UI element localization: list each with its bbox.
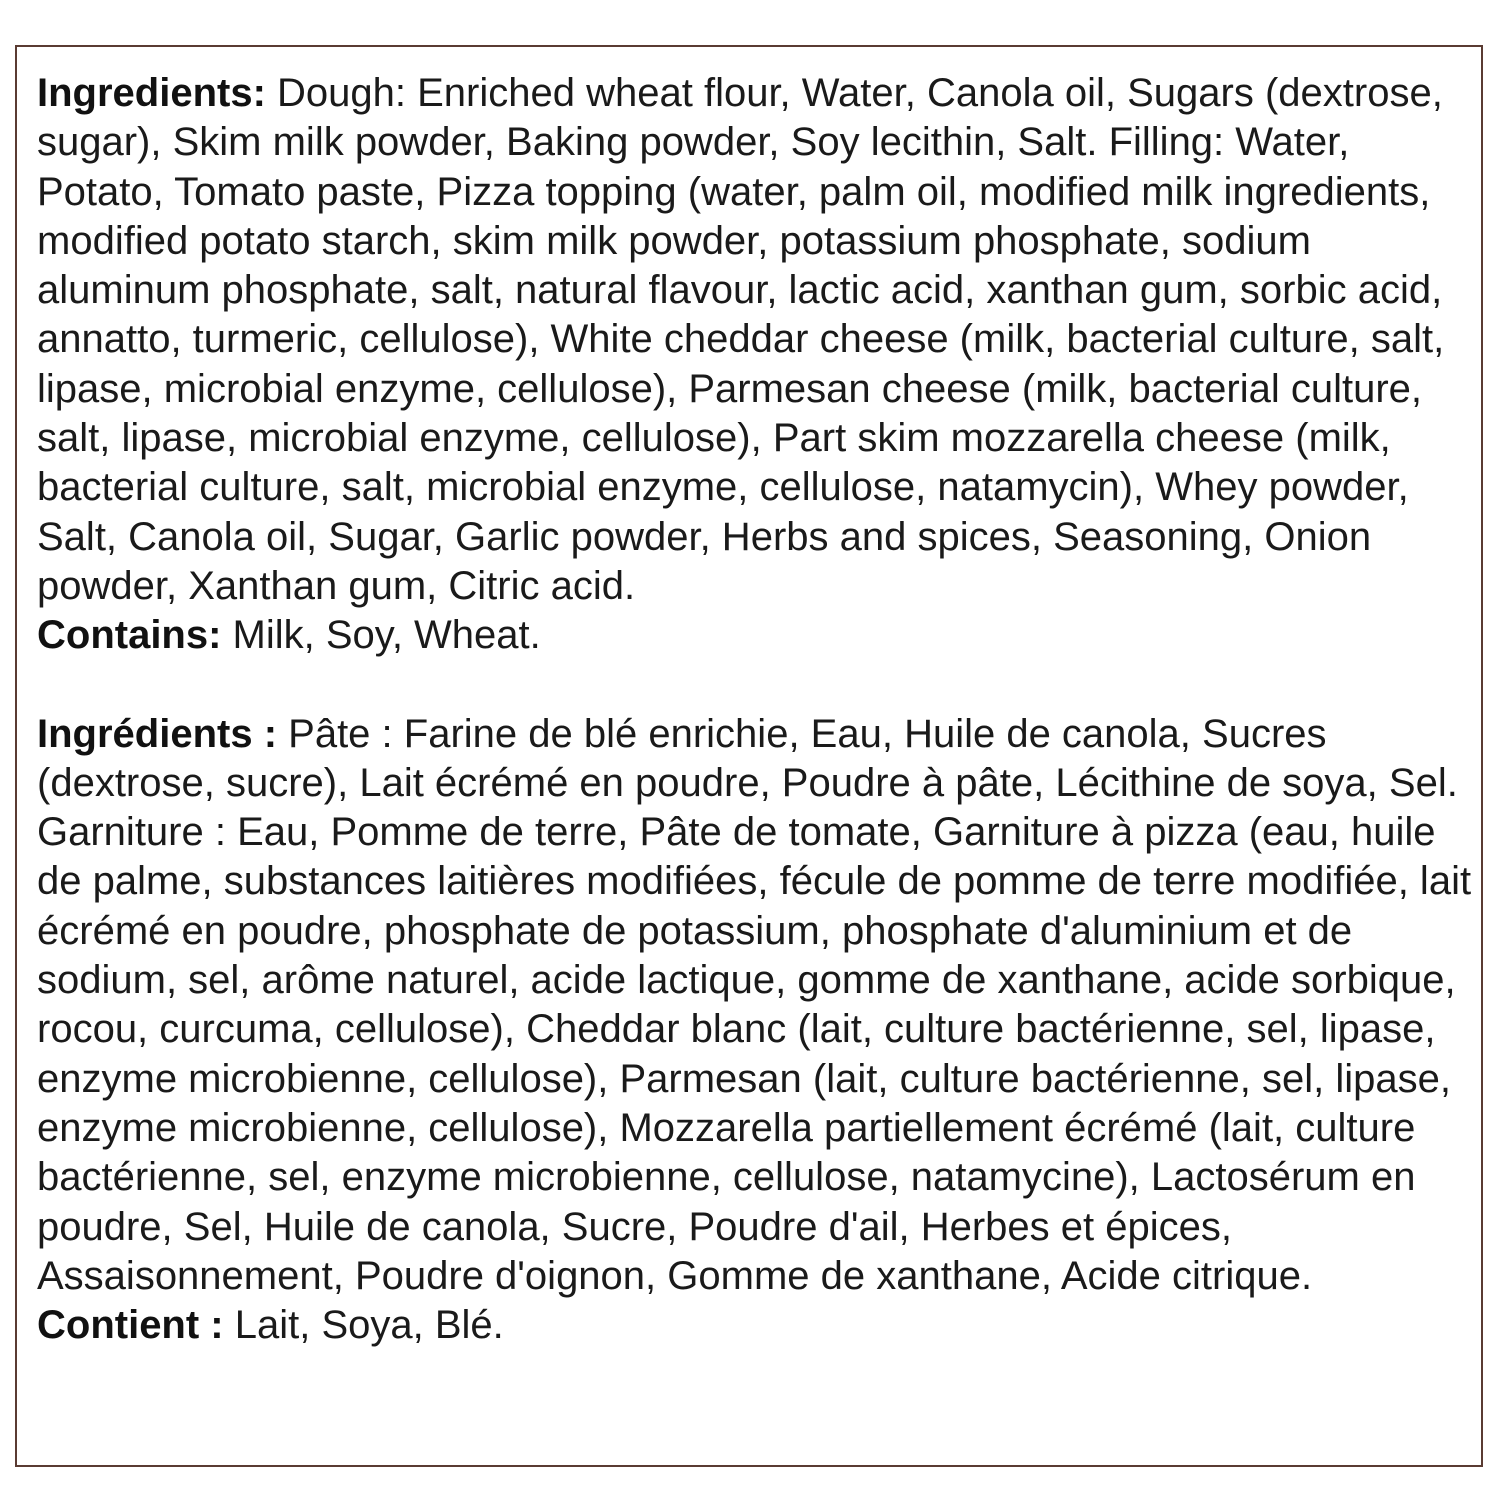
french-contains-heading: Contient : [37,1303,224,1348]
english-allergen-list: Milk, Soy, Wheat. [221,613,541,658]
french-allergen-list: Lait, Soya, Blé. [223,1303,504,1348]
ingredients-label-text [37,69,1477,1350]
language-separator-gap [37,661,1477,710]
french-ingredients-list: Pâte : Farine de blé enrichie, Eau, Huile de canola, Sucres (dextrose, sucre), Lait écrémé en poudre, Poudre à pâte, Lécithine de soya, Sel. Garniture : Eau, Pomme de terre, Pâte de tomate, Garniture à pizza (eau, huile de palme, substances laitières modifiées, fécule de pomme de terre modifiée, lait écrémé en poudre, phosphate de potassium, phosphate d'aluminium et de sodium, sel, arôme naturel, acide lactique, gomme de xanthane, acide sorbique, rocou, curcuma, cellulose), Cheddar blanc (lait, culture bactérienne, sel, lipase, enzyme microbienne, cellulose), Parmesan (lait, culture bactérienne, sel, lipase, enzyme microbienne, cellulose), Mozzarella partiellement écrémé (lait, culture bactérienne, sel, enzyme microbienne, cellulose, natamycine), Lactosérum en poudre, Sel, Huile de canola, Sucre, Poudre d'ail, Herbes et épices, Assaisonnement, Poudre d'oignon, Gomme de xanthane, Acide citrique. [37,711,1472,1298]
english-contains-heading: Contains: [37,613,222,658]
english-contains-paragraph [37,611,1477,660]
ingredients-label-panel [15,45,1483,1467]
french-ingredients-paragraph [37,710,1477,1351]
french-ingredients-heading: Ingrédients : [37,711,278,756]
english-ingredients-paragraph [37,69,1477,611]
english-ingredients-heading: Ingredients: [37,71,266,115]
english-ingredients-list: Dough: Enriched wheat flour, Water, Canola oil, Sugars (dextrose, sugar), Skim milk powder, Baking powder, Soy lecithin, Salt. Filling: Water, Potato, Tomato paste, Pizza topping (water, palm oil, modified milk ingredients, modified potato starch, skim milk powder, potassium phosphate, sodium aluminum phosphate, salt, natural flavour, lactic acid, xanthan gum, sorbic acid, annatto, turmeric, cellulose), White cheddar cheese (milk, bacterial culture, salt, lipase, microbial enzyme, cellulose), Parmesan cheese (milk, bacterial culture, salt, lipase, microbial enzyme, cellulose), Part skim mozzarella cheese (milk, bacterial culture, salt, microbial enzyme, cellulose, natamycin), Whey powder, Salt, Canola oil, Sugar, Garlic powder, Herbs and spices, Seasoning, Onion powder, Xanthan gum, Citric acid. [37,71,1445,608]
